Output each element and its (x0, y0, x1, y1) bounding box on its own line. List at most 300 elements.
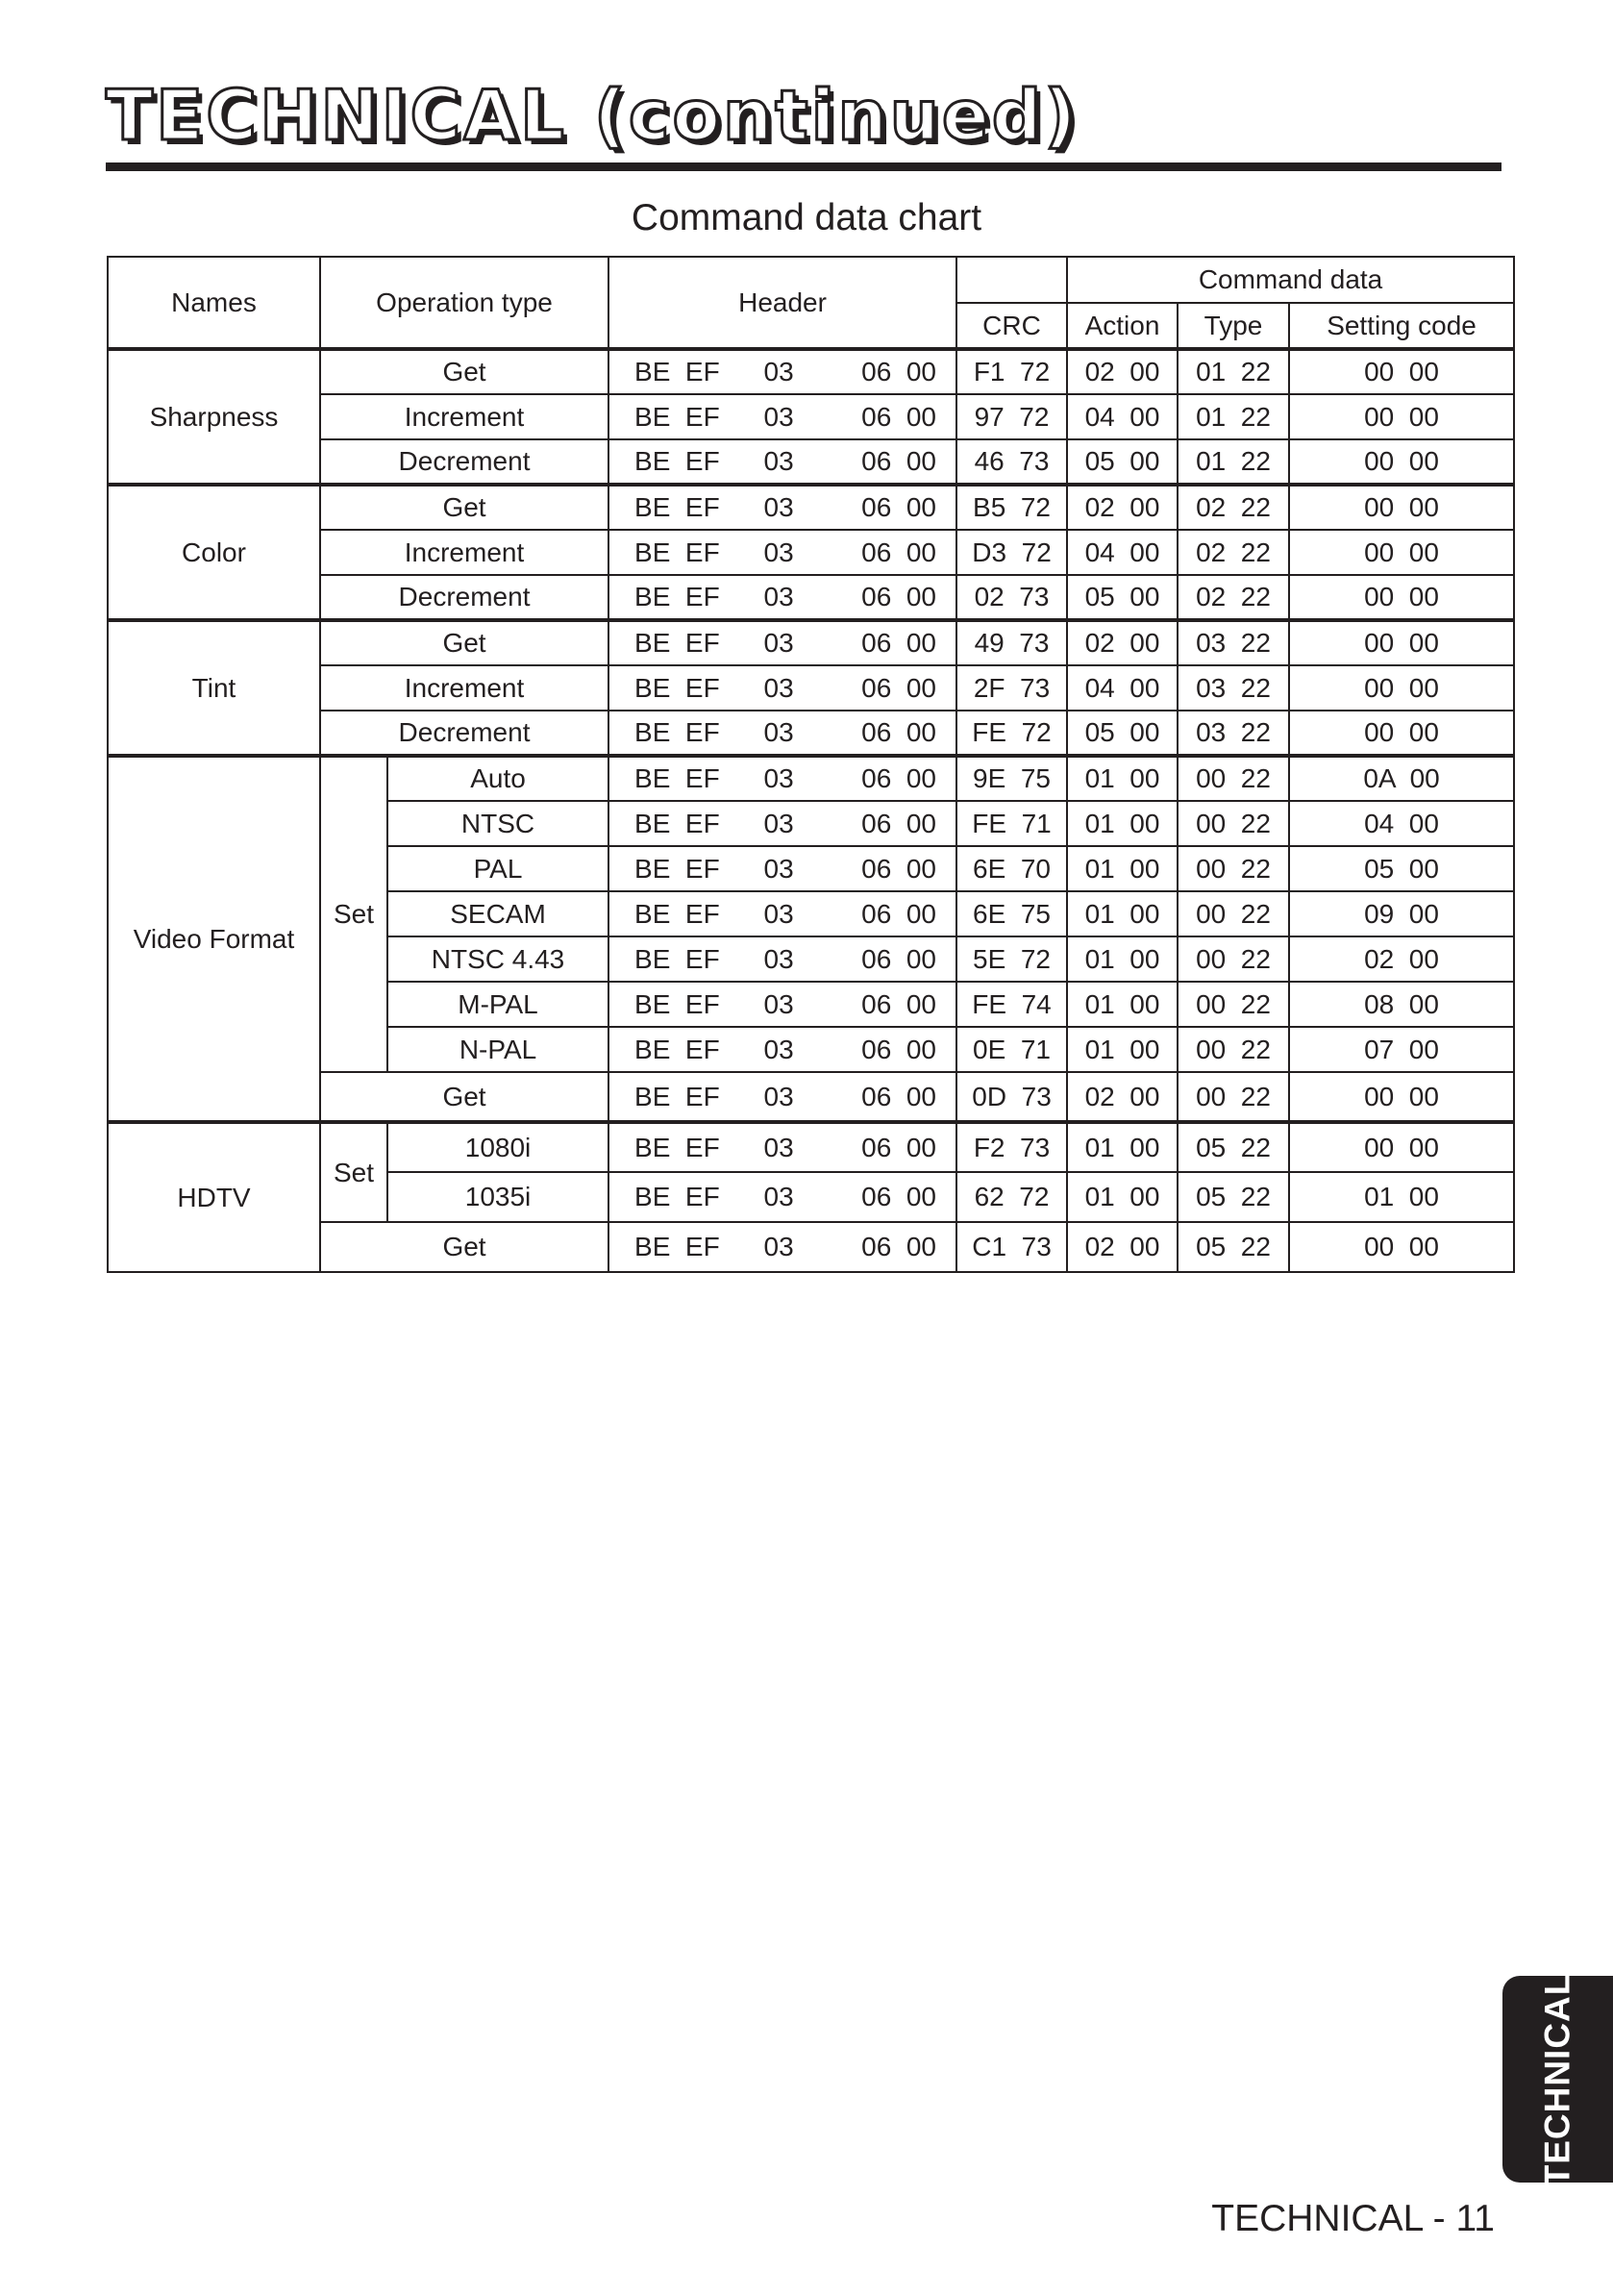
crc-cell-value: FE 72 (972, 717, 1052, 747)
page-heading: TECHNICAL (continued) (106, 75, 1079, 156)
header-cell (608, 711, 956, 756)
header-bytes (609, 899, 955, 930)
operation-cell: Get (320, 485, 608, 530)
action-cell-value: 04 00 (1084, 537, 1160, 567)
crc-cell-value: 62 72 (974, 1182, 1050, 1211)
setting-code-cell (1289, 1072, 1514, 1122)
header-byte: BE EF (634, 357, 720, 387)
col-header-setting-code: Setting code (1289, 303, 1514, 349)
col-header-command-data: Command data (1067, 257, 1514, 303)
crc-cell-value: F1 72 (973, 357, 1051, 387)
type-cell (1178, 439, 1289, 485)
header-bytes (609, 492, 955, 523)
header-bytes (609, 1133, 955, 1163)
crc-cell-value: B5 72 (973, 492, 1051, 522)
header-byte: 03 (763, 401, 794, 432)
table-row (108, 756, 1514, 801)
header-cell (608, 394, 956, 439)
header-bytes (609, 1182, 955, 1212)
group-name: Sharpness (108, 349, 320, 485)
header-byte: BE EF (634, 898, 720, 929)
action-cell-value: 02 00 (1084, 492, 1160, 522)
action-cell-value: 04 00 (1084, 672, 1160, 703)
crc-cell (956, 1122, 1067, 1172)
setting-code-cell (1289, 1122, 1514, 1172)
header-byte: 03 (763, 808, 794, 838)
header-byte: 06 00 (861, 1232, 937, 1261)
type-cell-value: 01 22 (1196, 401, 1271, 432)
group-name: HDTV (108, 1122, 320, 1272)
setting-code-cell (1289, 439, 1514, 485)
action-cell (1067, 439, 1178, 485)
header-cell (608, 485, 956, 530)
command-data-table (107, 256, 1515, 1273)
type-cell (1178, 846, 1289, 891)
crc-cell-value: 6E 70 (973, 853, 1051, 884)
action-cell (1067, 575, 1178, 620)
type-cell (1178, 575, 1289, 620)
header-crc-spacer (956, 257, 1067, 303)
header-byte: 06 00 (861, 537, 937, 567)
header-cell (608, 439, 956, 485)
action-cell-value: 01 00 (1084, 1182, 1160, 1211)
crc-cell (956, 485, 1067, 530)
setting-code-cell (1289, 575, 1514, 620)
crc-cell (956, 620, 1067, 665)
setting-code-cell-value: 05 00 (1364, 853, 1439, 884)
header-bytes (609, 582, 955, 612)
action-cell-value: 05 00 (1084, 582, 1160, 611)
crc-cell-value: 97 72 (974, 401, 1050, 432)
header-byte: BE EF (634, 943, 720, 974)
setting-code-cell-value: 00 00 (1364, 672, 1439, 703)
set-label: Set (320, 1122, 387, 1222)
type-cell-value: 00 22 (1196, 1034, 1271, 1064)
type-cell (1178, 1072, 1289, 1122)
header-bytes (609, 673, 955, 704)
header-byte: 03 (763, 717, 794, 747)
table-row (108, 485, 1514, 530)
action-cell-value: 05 00 (1084, 446, 1160, 476)
crc-cell-value: 02 73 (974, 582, 1050, 611)
header-byte: BE EF (634, 1132, 720, 1162)
action-cell (1067, 982, 1178, 1027)
crc-cell-value: C1 73 (972, 1232, 1052, 1261)
setting-code-cell-value: 00 00 (1364, 537, 1439, 567)
header-bytes (609, 989, 955, 1020)
side-tab (1502, 1972, 1613, 2186)
header-byte: BE EF (634, 446, 720, 476)
header-byte: 06 00 (861, 582, 937, 611)
type-cell-value: 01 22 (1196, 446, 1271, 476)
header-cell (608, 575, 956, 620)
setting-code-cell (1289, 665, 1514, 711)
action-cell-value: 04 00 (1084, 401, 1160, 432)
action-cell-value: 02 00 (1084, 1081, 1160, 1111)
type-cell-value: 01 22 (1196, 357, 1271, 387)
header-byte: 06 00 (861, 446, 937, 476)
type-cell-value: 02 22 (1196, 537, 1271, 567)
type-cell-value: 05 22 (1196, 1182, 1271, 1211)
type-cell-value: 00 22 (1196, 853, 1271, 884)
type-cell (1178, 1027, 1289, 1072)
type-cell (1178, 1122, 1289, 1172)
setting-code-cell-value: 02 00 (1364, 943, 1439, 974)
crc-cell-value: 9E 75 (973, 763, 1051, 793)
action-cell-value: 02 00 (1084, 1232, 1160, 1261)
side-tab-label: TECHNICAL (1537, 1972, 1577, 2186)
header-bytes (609, 1232, 955, 1262)
crc-cell-value: F2 73 (973, 1132, 1051, 1162)
col-header-action: Action (1067, 303, 1178, 349)
crc-cell-value: 5E 72 (973, 943, 1051, 974)
header-byte: BE EF (634, 672, 720, 703)
header-byte: BE EF (634, 582, 720, 611)
header-byte: 06 00 (861, 401, 937, 432)
header-cell (608, 665, 956, 711)
setting-code-cell (1289, 891, 1514, 936)
header-byte: 03 (763, 898, 794, 929)
header-byte: 06 00 (861, 672, 937, 703)
operation-cell: SECAM (387, 891, 608, 936)
type-cell-value: 03 22 (1196, 628, 1271, 658)
crc-cell (956, 936, 1067, 982)
setting-code-cell-value: 01 00 (1364, 1182, 1439, 1211)
table-row (108, 349, 1514, 394)
action-cell (1067, 801, 1178, 846)
crc-cell (956, 575, 1067, 620)
crc-cell (956, 982, 1067, 1027)
header-byte: 06 00 (861, 988, 937, 1019)
header-byte: 03 (763, 943, 794, 974)
action-cell (1067, 394, 1178, 439)
table-row (108, 620, 1514, 665)
header-bytes (609, 357, 955, 387)
type-cell-value: 02 22 (1196, 582, 1271, 611)
type-cell-value: 00 22 (1196, 943, 1271, 974)
action-cell-value: 01 00 (1084, 808, 1160, 838)
type-cell (1178, 756, 1289, 801)
action-cell (1067, 1122, 1178, 1172)
command-table-body (108, 349, 1514, 1272)
setting-code-cell (1289, 620, 1514, 665)
header-byte: 06 00 (861, 717, 937, 747)
action-cell (1067, 891, 1178, 936)
setting-code-cell (1289, 1172, 1514, 1222)
col-header-operation-type: Operation type (320, 257, 608, 349)
operation-cell: Auto (387, 756, 608, 801)
operation-cell: M-PAL (387, 982, 608, 1027)
type-cell (1178, 394, 1289, 439)
setting-code-cell-value: 07 00 (1364, 1034, 1439, 1064)
action-cell (1067, 846, 1178, 891)
type-cell-value: 05 22 (1196, 1132, 1271, 1162)
crc-cell (956, 1027, 1067, 1072)
header-cell (608, 530, 956, 575)
chart-title: Command data chart (631, 197, 982, 238)
header-cell (608, 1072, 956, 1122)
header-byte: 06 00 (861, 943, 937, 974)
action-cell-value: 01 00 (1084, 763, 1160, 793)
action-cell-value: 01 00 (1084, 988, 1160, 1019)
col-header-names: Names (108, 257, 320, 349)
crc-cell (956, 349, 1067, 394)
setting-code-cell-value: 00 00 (1364, 492, 1439, 522)
crc-cell-value: FE 74 (972, 988, 1052, 1019)
type-cell (1178, 1222, 1289, 1272)
header-cell (608, 620, 956, 665)
type-cell-value: 00 22 (1196, 898, 1271, 929)
type-cell (1178, 620, 1289, 665)
setting-code-cell-value: 08 00 (1364, 988, 1439, 1019)
action-cell (1067, 756, 1178, 801)
header-bytes (609, 537, 955, 568)
table-row (108, 1122, 1514, 1172)
setting-code-cell (1289, 936, 1514, 982)
header-byte: 06 00 (861, 357, 937, 387)
operation-cell: Increment (320, 394, 608, 439)
header-byte: 06 00 (861, 898, 937, 929)
setting-code-cell (1289, 530, 1514, 575)
header-bytes (609, 944, 955, 975)
header-byte: 03 (763, 1182, 794, 1211)
type-cell (1178, 349, 1289, 394)
operation-cell: Get (320, 620, 608, 665)
header-byte: 03 (763, 492, 794, 522)
action-cell (1067, 665, 1178, 711)
action-cell (1067, 349, 1178, 394)
operation-cell: 1080i (387, 1122, 608, 1172)
operation-cell: NTSC (387, 801, 608, 846)
header-byte: 03 (763, 537, 794, 567)
header-byte: BE EF (634, 492, 720, 522)
header-cell (608, 1122, 956, 1172)
action-cell-value: 01 00 (1084, 1132, 1160, 1162)
setting-code-cell (1289, 711, 1514, 756)
type-cell-value: 00 22 (1196, 1081, 1271, 1111)
header-byte: 03 (763, 1034, 794, 1064)
operation-cell: Get (320, 349, 608, 394)
group-name: Video Format (108, 756, 320, 1122)
crc-cell (956, 801, 1067, 846)
header-byte: 06 00 (861, 808, 937, 838)
header-byte: BE EF (634, 401, 720, 432)
group-name: Color (108, 485, 320, 620)
type-cell (1178, 936, 1289, 982)
crc-cell (956, 1172, 1067, 1222)
action-cell (1067, 711, 1178, 756)
setting-code-cell (1289, 756, 1514, 801)
setting-code-cell-value: 04 00 (1364, 808, 1439, 838)
operation-cell: Get (320, 1222, 608, 1272)
action-cell-value: 01 00 (1084, 898, 1160, 929)
operation-cell: Decrement (320, 575, 608, 620)
header-byte: BE EF (634, 1182, 720, 1211)
setting-code-cell-value: 09 00 (1364, 898, 1439, 929)
action-cell (1067, 1072, 1178, 1122)
operation-cell: Get (320, 1072, 608, 1122)
header-cell (608, 982, 956, 1027)
operation-cell: Decrement (320, 711, 608, 756)
header-byte: 06 00 (861, 628, 937, 658)
setting-code-cell (1289, 982, 1514, 1027)
action-cell (1067, 1027, 1178, 1072)
header-bytes (609, 1035, 955, 1065)
header-cell (608, 801, 956, 846)
action-cell-value: 01 00 (1084, 1034, 1160, 1064)
setting-code-cell (1289, 801, 1514, 846)
header-cell (608, 846, 956, 891)
operation-cell: 1035i (387, 1172, 608, 1222)
action-cell-value: 01 00 (1084, 853, 1160, 884)
type-cell-value: 05 22 (1196, 1232, 1271, 1261)
col-header-type: Type (1178, 303, 1289, 349)
crc-cell-value: D3 72 (972, 537, 1052, 567)
header-byte: 03 (763, 1081, 794, 1111)
crc-cell (956, 394, 1067, 439)
setting-code-cell-value: 0A 00 (1363, 763, 1440, 793)
setting-code-cell-value: 00 00 (1364, 582, 1439, 611)
action-cell (1067, 620, 1178, 665)
action-cell (1067, 936, 1178, 982)
crc-cell (956, 439, 1067, 485)
crc-cell-value: 49 73 (974, 628, 1050, 658)
action-cell (1067, 530, 1178, 575)
operation-cell: Increment (320, 530, 608, 575)
setting-code-cell (1289, 1222, 1514, 1272)
header-bytes (609, 402, 955, 433)
header-byte: BE EF (634, 808, 720, 838)
crc-cell (956, 846, 1067, 891)
crc-cell-value: 46 73 (974, 446, 1050, 476)
setting-code-cell-value: 00 00 (1364, 401, 1439, 432)
header-bytes (609, 628, 955, 659)
header-byte: BE EF (634, 988, 720, 1019)
header-byte: 06 00 (861, 492, 937, 522)
type-cell (1178, 665, 1289, 711)
header-byte: 06 00 (861, 1081, 937, 1111)
crc-cell (956, 1072, 1067, 1122)
type-cell (1178, 801, 1289, 846)
header-byte: BE EF (634, 717, 720, 747)
type-cell-value: 00 22 (1196, 808, 1271, 838)
type-cell (1178, 530, 1289, 575)
setting-code-cell-value: 00 00 (1364, 357, 1439, 387)
group-name: Tint (108, 620, 320, 756)
header-byte: BE EF (634, 628, 720, 658)
setting-code-cell (1289, 1027, 1514, 1072)
header-byte: 03 (763, 1132, 794, 1162)
crc-cell (956, 1222, 1067, 1272)
setting-code-cell (1289, 349, 1514, 394)
header-byte: 03 (763, 446, 794, 476)
setting-code-cell-value: 00 00 (1364, 1132, 1439, 1162)
crc-cell-value: 2F 73 (973, 672, 1051, 703)
action-cell (1067, 485, 1178, 530)
header-byte: BE EF (634, 853, 720, 884)
crc-cell (956, 530, 1067, 575)
setting-code-cell-value: 00 00 (1364, 628, 1439, 658)
type-cell (1178, 891, 1289, 936)
header-cell (608, 1027, 956, 1072)
header-cell (608, 756, 956, 801)
action-cell (1067, 1222, 1178, 1272)
header-byte: 03 (763, 1232, 794, 1261)
setting-code-cell-value: 00 00 (1364, 717, 1439, 747)
setting-code-cell (1289, 846, 1514, 891)
crc-cell-value: 0D 73 (972, 1081, 1052, 1111)
operation-cell: Increment (320, 665, 608, 711)
header-bytes (609, 446, 955, 477)
header-byte: 03 (763, 672, 794, 703)
header-byte: 06 00 (861, 1132, 937, 1162)
type-cell (1178, 711, 1289, 756)
operation-cell: Decrement (320, 439, 608, 485)
setting-code-cell-value: 00 00 (1364, 1081, 1439, 1111)
action-cell (1067, 1172, 1178, 1222)
type-cell-value: 03 22 (1196, 717, 1271, 747)
col-header-header: Header (608, 257, 956, 349)
type-cell (1178, 485, 1289, 530)
action-cell-value: 05 00 (1084, 717, 1160, 747)
crc-cell (956, 891, 1067, 936)
header-bytes (609, 1082, 955, 1112)
crc-cell-value: FE 71 (972, 808, 1052, 838)
header-byte: 03 (763, 763, 794, 793)
header-cell (608, 936, 956, 982)
header-byte: BE EF (634, 537, 720, 567)
header-byte: BE EF (634, 1232, 720, 1261)
header-byte: BE EF (634, 763, 720, 793)
setting-code-cell-value: 00 00 (1364, 446, 1439, 476)
setting-code-cell-value: 00 00 (1364, 1232, 1439, 1261)
setting-code-cell (1289, 394, 1514, 439)
header-byte: 06 00 (861, 853, 937, 884)
set-label: Set (320, 756, 387, 1072)
crc-cell-value: 0E 71 (973, 1034, 1051, 1064)
type-cell (1178, 982, 1289, 1027)
type-cell-value: 02 22 (1196, 492, 1271, 522)
header-byte: BE EF (634, 1081, 720, 1111)
header-byte: 03 (763, 628, 794, 658)
page-number: TECHNICAL - 11 (1211, 2198, 1495, 2239)
header-cell (608, 1222, 956, 1272)
header-cell (608, 349, 956, 394)
crc-cell (956, 711, 1067, 756)
header-byte: 03 (763, 357, 794, 387)
operation-cell: NTSC 4.43 (387, 936, 608, 982)
header-byte: 03 (763, 988, 794, 1019)
type-cell-value: 03 22 (1196, 672, 1271, 703)
header-bytes (609, 763, 955, 794)
crc-cell (956, 665, 1067, 711)
setting-code-cell (1289, 485, 1514, 530)
col-header-crc: CRC (956, 303, 1067, 349)
heading-rule (106, 162, 1501, 171)
header-cell (608, 891, 956, 936)
type-cell (1178, 1172, 1289, 1222)
header-bytes (609, 854, 955, 885)
action-cell-value: 01 00 (1084, 943, 1160, 974)
type-cell-value: 00 22 (1196, 988, 1271, 1019)
crc-cell-value: 6E 75 (973, 898, 1051, 929)
type-cell-value: 00 22 (1196, 763, 1271, 793)
header-byte: 03 (763, 582, 794, 611)
action-cell-value: 02 00 (1084, 628, 1160, 658)
header-byte: 06 00 (861, 1182, 937, 1211)
operation-cell: N-PAL (387, 1027, 608, 1072)
header-byte: 06 00 (861, 1034, 937, 1064)
